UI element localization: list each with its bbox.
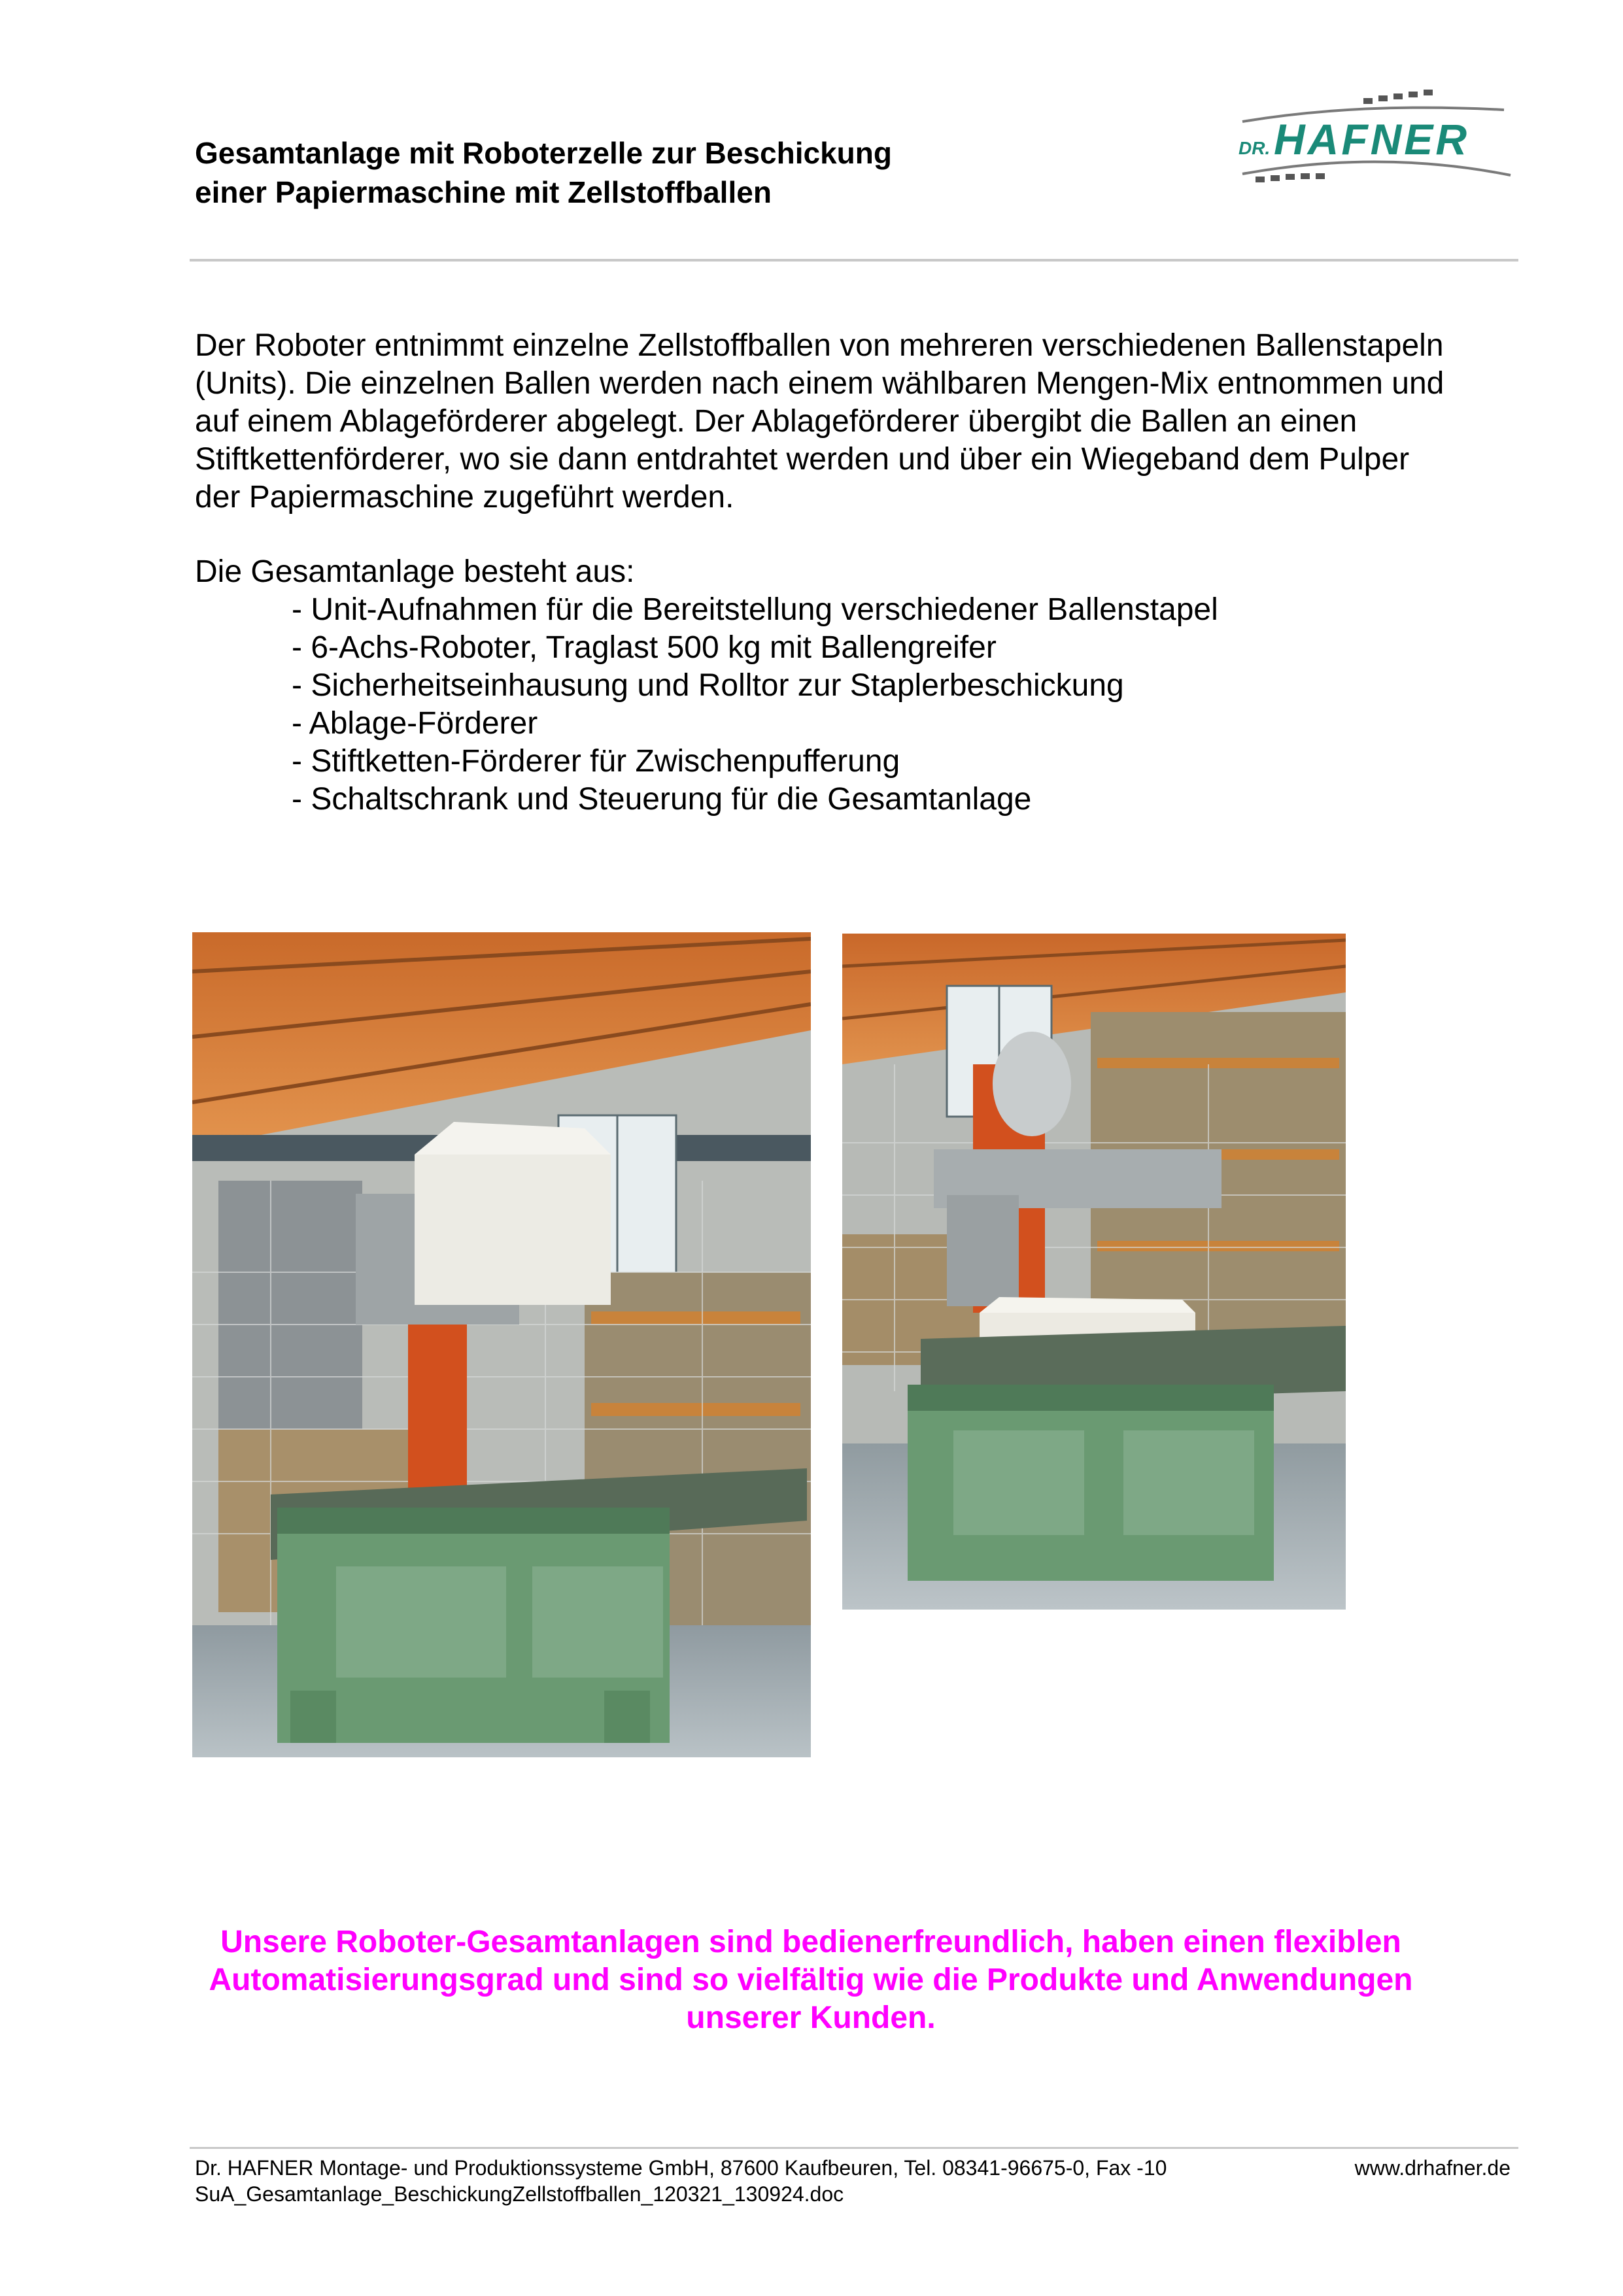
document-title (195, 133, 1078, 212)
marketing-claim (170, 1923, 1452, 2037)
list-item: - 6-Achs-Roboter, Traglast 500 kg mit Ballengreifer (292, 630, 997, 665)
footer-website-link[interactable]: www.drhafner.de (1354, 2156, 1511, 2180)
title-line-2: einer Papiermaschine mit Zellstoffballen (195, 175, 772, 209)
list-item: - Sicherheitseinhausung und Rolltor zur Staplerbeschickung (292, 668, 1124, 703)
components-list (292, 591, 1218, 819)
intro-line: Stiftkettenförderer, wo sie dann entdrahtet werden und über ein Wiegeband dem Pulper (195, 442, 1410, 477)
logo-name: HAFNER (1274, 115, 1469, 163)
intro-line: auf einem Ablageförderer abgelegt. Der Ablageförderer übergibt die Ballen an einen (195, 404, 1358, 439)
dr-hafner-logo (1229, 84, 1517, 195)
list-item: - Ablage-Förderer (292, 706, 538, 741)
list-item: - Schaltschrank und Steuerung für die Gesamtanlage (292, 782, 1032, 817)
claim-line: Unsere Roboter-Gesamtanlagen sind bedienerfreundlich, haben einen flexiblen (220, 1925, 1401, 1959)
intro-line: Der Roboter entnimmt einzelne Zellstoffballen von mehreren verschiedenen Ballenstapeln (195, 328, 1444, 363)
list-item: - Stiftketten-Förderer für Zwischenpufferung (292, 744, 900, 779)
footer-divider (190, 2147, 1518, 2149)
footer-company: Dr. HAFNER Montage- und Produktionssysteme GmbH, 87600 Kaufbeuren, Tel. 08341-96675-0, Fax -10 (195, 2156, 1167, 2180)
intro-line: der Papiermaschine zugeführt werden. (195, 480, 734, 515)
components-heading: Die Gesamtanlage besteht aus: (195, 554, 635, 589)
title-line-1: Gesamtanlage mit Roboterzelle zur Beschickung (195, 136, 892, 170)
intro-paragraph (195, 327, 1529, 516)
robot-cell-photo-2 (842, 934, 1346, 1610)
footer-filename: SuA_Gesamtanlage_BeschickungZellstoffballen_120321_130924.doc (195, 2182, 844, 2206)
claim-line: Automatisierungsgrad und sind so vielfältig wie die Produkte und Anwendungen (209, 1963, 1413, 1997)
page-footer (195, 2155, 1511, 2207)
header-divider (190, 259, 1518, 262)
logo-prefix: DR. (1239, 138, 1271, 158)
claim-line: unserer Kunden. (686, 2001, 936, 2035)
intro-line: (Units). Die einzelnen Ballen werden nach einem wählbaren Mengen-Mix entnommen und (195, 366, 1444, 401)
robot-cell-photo-1 (192, 932, 811, 1757)
list-item: - Unit-Aufnahmen für die Bereitstellung verschiedener Ballenstapel (292, 592, 1218, 627)
